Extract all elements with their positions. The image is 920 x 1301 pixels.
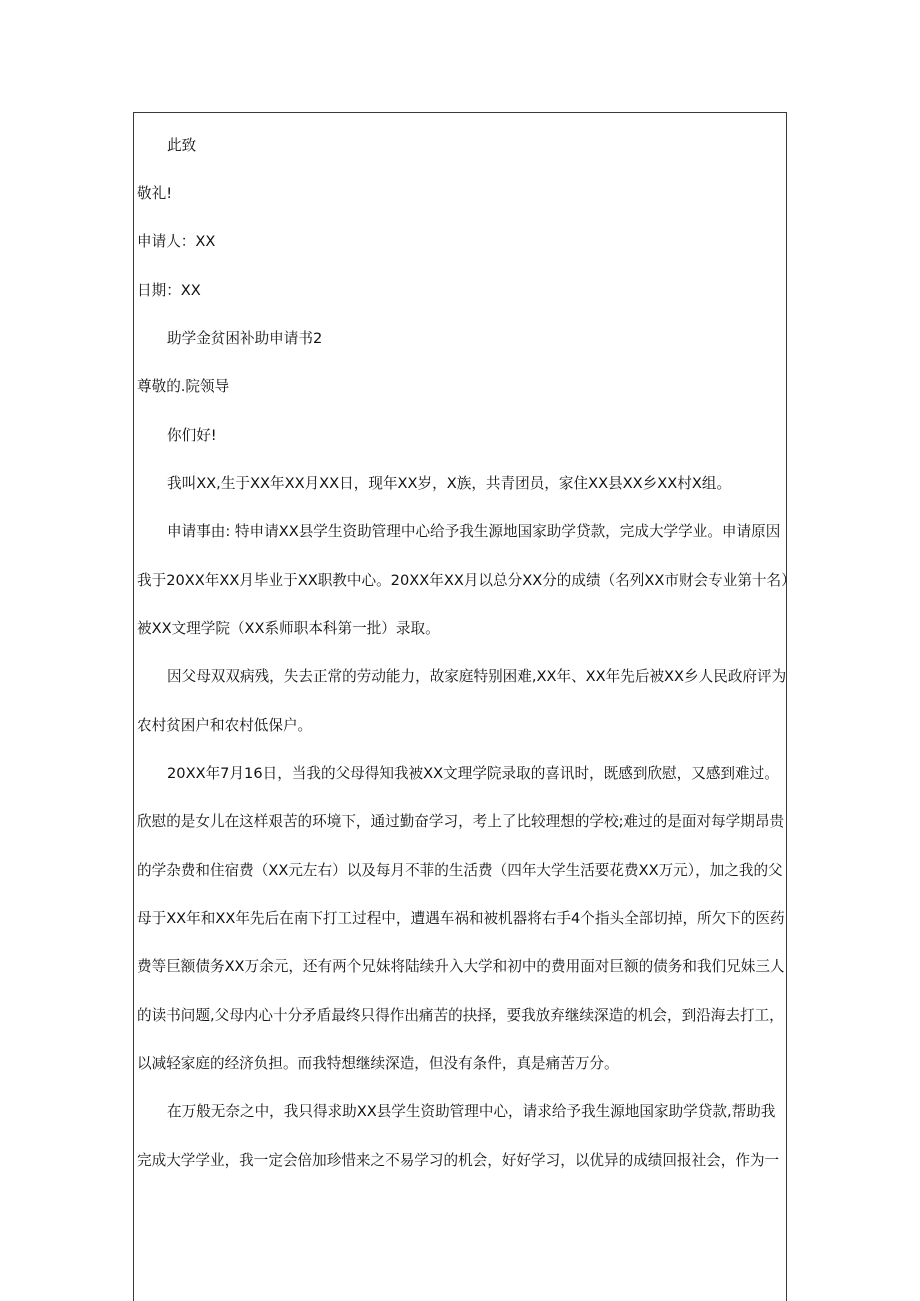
closing-line: 此致 [167,137,197,154]
body-line: 在万般无奈之中，我只得求助XX县学生资助管理中心，请求给予我生源地国家助学贷款,帮助我 [167,1103,776,1120]
body-line: 我于20XX年XX月毕业于XX职教中心。20XX年XX月以总分XX分的成绩（名列XX市财会专业第十名） [137,572,796,589]
greeting-line: 你们好! [167,427,217,444]
body-line: 的学杂费和住宿费（XX元左右）以及每月不菲的生活费（四年大学生活要花费XX万元），加之我的父 [137,862,783,879]
document-page-frame [133,112,787,1301]
body-line: 被XX文理学院（XX系师职本科第一批）录取。 [137,620,440,637]
section-title: 助学金贫困补助申请书2 [167,330,323,347]
date-line: 日期：XX [137,282,201,299]
body-line: 以减轻家庭的经济负担。而我特想继续深造，但没有条件，真是痛苦万分。 [137,1055,619,1072]
body-line: 完成大学学业，我一定会倍加珍惜来之不易学习的机会，好好学习，以优异的成绩回报社会，作为一 [137,1152,780,1169]
body-line: 农村贫困户和农村低保户。 [137,717,313,734]
body-line: 20XX年7月16日，当我的父母得知我被XX文理学院录取的喜讯时，既感到欣慰，又感到难过。 [167,765,779,782]
body-line: 的读书问题,父母内心十分矛盾最终只得作出痛苦的抉择，要我放弃继续深造的机会，到沿海去打工， [137,1007,784,1024]
salutation-line: 敬礼! [137,185,173,202]
body-line: 费等巨额债务XX万余元，还有两个兄妹将陆续升入大学和初中的费用面对巨额的债务和我们兄妹三人 [137,958,785,975]
body-line: 母于XX年和XX年先后在南下打工过程中，遭遇车祸和被机器将右手4个指头全部切掉，所欠下的医药 [137,910,785,927]
body-line: 我叫XX,生于XX年XX月XX日，现年XX岁，X族，共青团员，家住XX县XX乡XX村X组。 [167,475,732,492]
body-line: 申请事由: 特申请XX县学生资助管理中心给予我生源地国家助学贷款，完成大学学业。申请原因 [167,523,781,540]
body-line: 欣慰的是女儿在这样艰苦的环境下，通过勤奋学习，考上了比较理想的学校;难过的是面对每学期昂贵 [137,813,785,830]
body-line: 因父母双双病残，失去正常的劳动能力，故家庭特别困难,XX年、XX年先后被XX乡人民政府评为 [167,668,787,685]
recipient-line: 尊敬的.院领导 [137,378,230,395]
applicant-line: 申请人：XX [137,233,216,250]
